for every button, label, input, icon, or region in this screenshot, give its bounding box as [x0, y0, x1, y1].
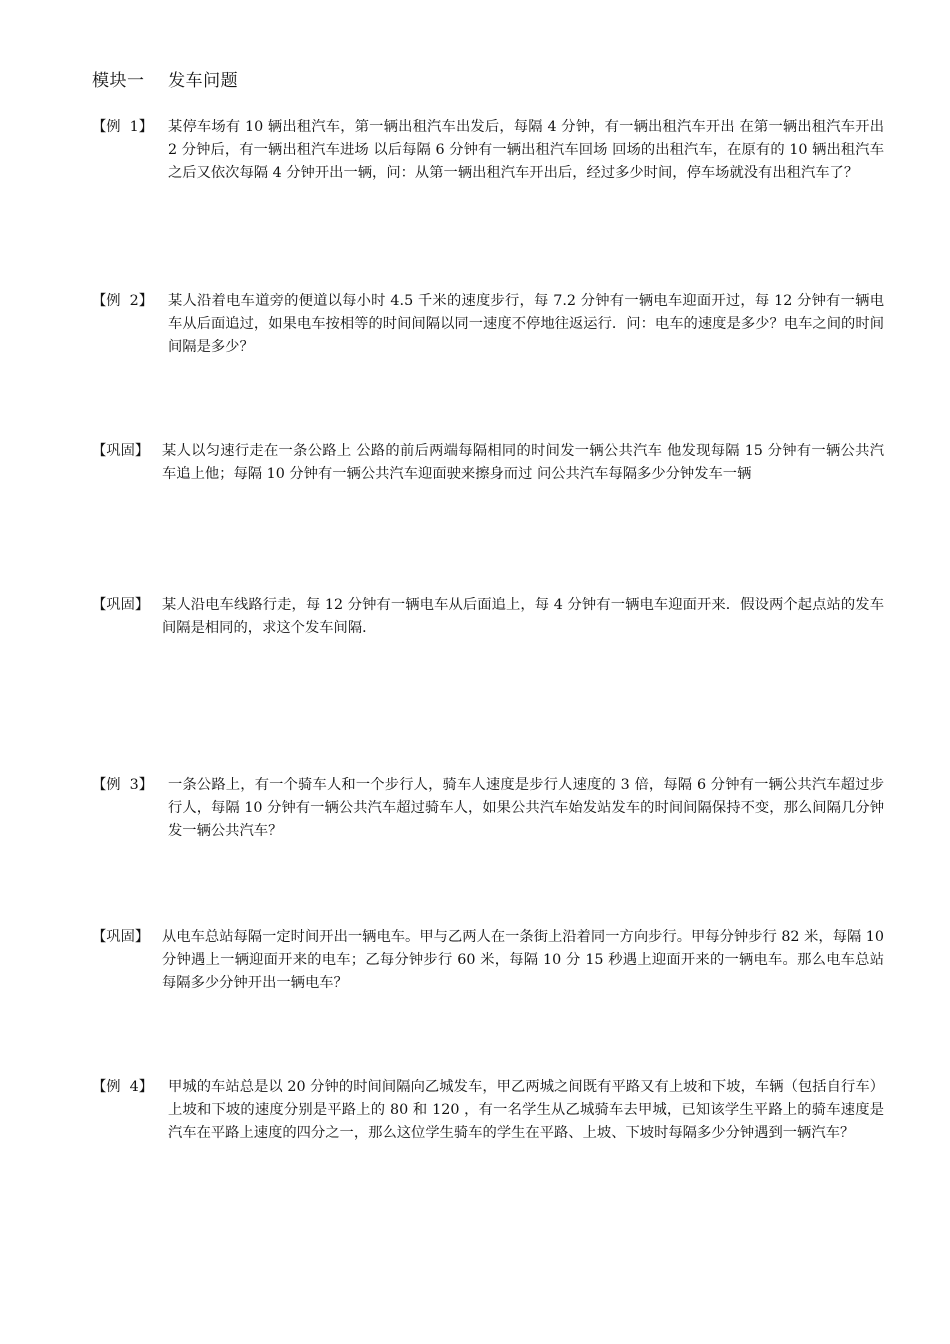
problem-text: 某停车场有 10 辆出租汽车，第一辆出租汽车出发后，每隔 4 分钟，有一辆出租汽车开出 在第一辆出租汽车开出 2 分钟后，有一辆出租汽车进场 以后每隔 6 分钟有一辆出租汽车回场 回场的出租汽车，在原有的 10 辆出租汽车之后又依次每隔 4 分钟开出一辆，问：从第一辆出租汽车开出后，经过多少时间，停车场就没有出租汽车了？ [168, 119, 884, 181]
problem-tag: 【例 2】 [92, 293, 154, 309]
problem-tag: 【例 3】 [92, 777, 154, 793]
problem-tag: 【例 1】 [92, 119, 154, 135]
problem-text: 从电车总站每隔一定时间开出一辆电车。甲与乙两人在一条街上沿着同一方向步行。甲每分钟步行 82 米，每隔 10 分钟遇上一辆迎面开来的电车；乙每分钟步行 60 米，每隔 10 分 15 秒遇上迎面开来的一辆电车。那么电车总站每隔多少分钟开出一辆电车？ [162, 929, 884, 991]
problem-practice-1 [92, 440, 884, 486]
problem-example-1 [92, 116, 884, 185]
problem-tag: 【例 4】 [92, 1079, 154, 1095]
problem-text: 某人沿电车线路行走，每 12 分钟有一辆电车从后面追上，每 4 分钟有一辆电车迎面开来．假设两个起点站的发车间隔是相同的，求这个发车间隔． [162, 597, 884, 636]
problem-tag: 【巩固】 [92, 929, 150, 945]
problem-text: 某人沿着电车道旁的便道以每小时 4.5 千米的速度步行，每 7.2 分钟有一辆电车迎面开过，每 12 分钟有一辆电车从后面追过，如果电车按相等的时间间隔以同一速度不停地往返运行．问：电车的速度是多少？电车之间的时间间隔是多少？ [168, 293, 884, 355]
problem-practice-3 [92, 926, 884, 995]
problem-example-4 [92, 1076, 884, 1145]
problem-text: 一条公路上，有一个骑车人和一个步行人，骑车人速度是步行人速度的 3 倍，每隔 6 分钟有一辆公共汽车超过步行人，每隔 10 分钟有一辆公共汽车超过骑车人，如果公共汽车始发站发车的时间间隔保持不变，那么间隔几分钟发一辆公共汽车？ [168, 777, 884, 839]
problem-example-2 [92, 290, 884, 359]
problem-example-3 [92, 774, 884, 843]
problem-tag: 【巩固】 [92, 443, 150, 459]
problem-tag: 【巩固】 [92, 597, 150, 613]
problem-text: 某人以匀速行走在一条公路上 公路的前后两端每隔相同的时间发一辆公共汽车 他发现每隔 15 分钟有一辆公共汽车追上他；每隔 10 分钟有一辆公共汽车迎面驶来擦身而过 问公共汽车每隔多少分钟发车一辆 [162, 443, 884, 482]
problem-practice-2 [92, 594, 884, 640]
problem-text: 甲城的车站总是以 20 分钟的时间间隔向乙城发车，甲乙两城之间既有平路又有上坡和下坡，车辆（包括自行车）上坡和下坡的速度分别是平路上的 80 和 120 ，有一名学生从乙城骑车去甲城，已知该学生平路上的骑车速度是汽车在平路上速度的四分之一，那么这位学生骑车的学生在平路、上坡、下坡时每隔多少分钟遇到一辆汽车？ [168, 1079, 884, 1141]
page-title: 模块一 发车问题 [92, 71, 239, 91]
